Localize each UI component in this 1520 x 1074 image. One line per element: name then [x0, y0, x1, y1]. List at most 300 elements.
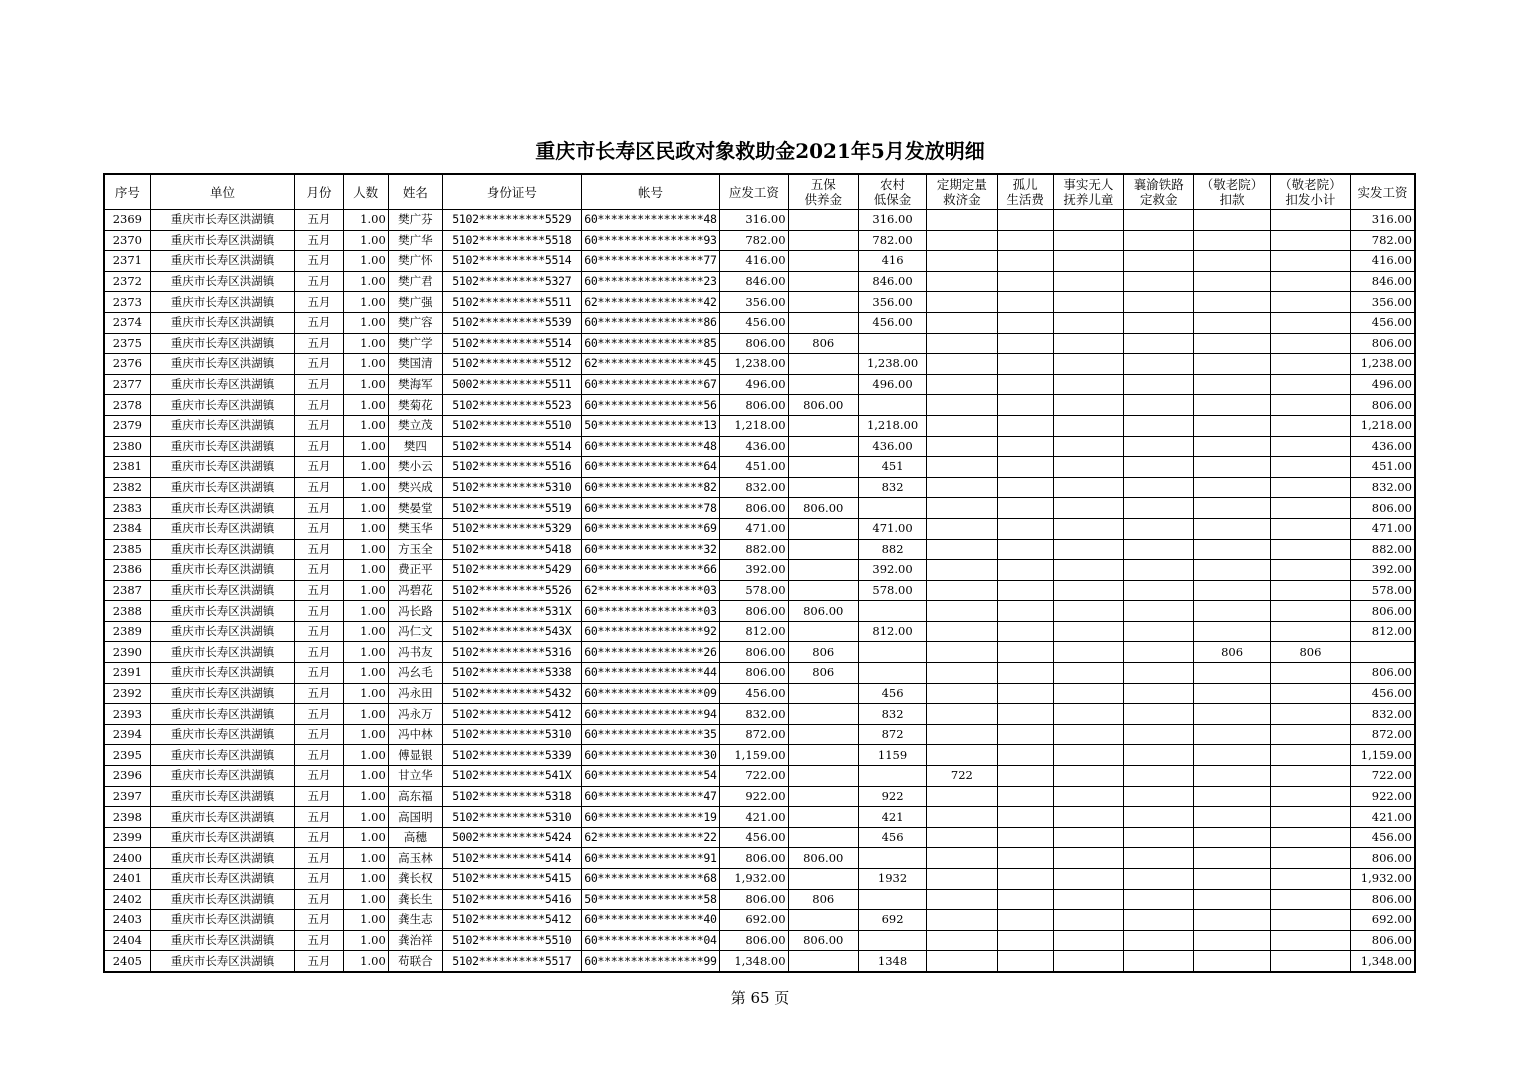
- table-cell: 722: [927, 766, 997, 787]
- table-cell: [1270, 704, 1350, 725]
- table-cell: [788, 786, 858, 807]
- table-cell: [788, 683, 858, 704]
- table-cell: 50****************13: [581, 415, 720, 436]
- table-cell: [997, 580, 1053, 601]
- table-cell: [858, 333, 926, 354]
- table-cell: 60****************48: [581, 210, 720, 231]
- table-cell: 傅显银: [388, 745, 442, 766]
- table-cell: 五月: [295, 477, 343, 498]
- table-cell: [788, 271, 858, 292]
- table-cell: 496.00: [858, 374, 926, 395]
- table-cell: [1124, 869, 1194, 890]
- table-cell: 2370: [104, 230, 150, 251]
- table-cell: 冯永田: [388, 683, 442, 704]
- table-cell: [1053, 704, 1123, 725]
- table-cell: 60****************94: [581, 704, 720, 725]
- table-cell: [927, 374, 997, 395]
- table-cell: [1124, 477, 1194, 498]
- table-cell: [927, 477, 997, 498]
- table-row: [104, 930, 1415, 951]
- table-cell: [1124, 498, 1194, 519]
- table-cell: 806.00: [1351, 395, 1415, 416]
- table-cell: [927, 827, 997, 848]
- table-cell: [1053, 601, 1123, 622]
- table-cell: 5102**********5329: [443, 518, 582, 539]
- table-row: [104, 560, 1415, 581]
- table-cell: 五月: [295, 827, 343, 848]
- table-cell: 2376: [104, 354, 150, 375]
- table-cell: [927, 312, 997, 333]
- table-cell: [788, 724, 858, 745]
- table-cell: 60****************56: [581, 395, 720, 416]
- table-cell: 2380: [104, 436, 150, 457]
- table-cell: [927, 642, 997, 663]
- table-cell: [1270, 786, 1350, 807]
- table-cell: [927, 663, 997, 684]
- table-cell: [1053, 930, 1123, 951]
- table-cell: 五月: [295, 457, 343, 478]
- table-cell: 5102**********5529: [443, 210, 582, 231]
- table-cell: [1194, 415, 1270, 436]
- table-cell: 重庆市长寿区洪湖镇: [150, 848, 295, 869]
- table-row: [104, 683, 1415, 704]
- table-cell: [1053, 889, 1123, 910]
- table-cell: [997, 457, 1053, 478]
- table-cell: [1270, 560, 1350, 581]
- table-cell: 456: [858, 683, 926, 704]
- table-cell: [997, 642, 1053, 663]
- table-cell: [1053, 292, 1123, 313]
- table-cell: 五月: [295, 292, 343, 313]
- table-cell: 2392: [104, 683, 150, 704]
- table-cell: [788, 457, 858, 478]
- table-cell: 416.00: [720, 251, 788, 272]
- table-cell: 重庆市长寿区洪湖镇: [150, 230, 295, 251]
- table-cell: [1124, 827, 1194, 848]
- table-row: [104, 663, 1415, 684]
- table-cell: 60****************40: [581, 910, 720, 931]
- table-cell: [788, 477, 858, 498]
- table-cell: 1.00: [343, 745, 388, 766]
- table-cell: 重庆市长寿区洪湖镇: [150, 374, 295, 395]
- table-cell: [1053, 518, 1123, 539]
- table-cell: 356.00: [720, 292, 788, 313]
- table-cell: 5102**********5318: [443, 786, 582, 807]
- table-cell: 五月: [295, 807, 343, 828]
- table-cell: 806.00: [1351, 498, 1415, 519]
- table-cell: [1194, 827, 1270, 848]
- table-cell: 60****************77: [581, 251, 720, 272]
- table-cell: 2397: [104, 786, 150, 807]
- table-cell: 樊立茂: [388, 415, 442, 436]
- table-cell: [1053, 745, 1123, 766]
- table-cell: [997, 601, 1053, 622]
- table-cell: 2400: [104, 848, 150, 869]
- table-cell: 2393: [104, 704, 150, 725]
- table-cell: 471.00: [858, 518, 926, 539]
- table-cell: 922.00: [720, 786, 788, 807]
- table-cell: [1124, 683, 1194, 704]
- table-cell: [1124, 663, 1194, 684]
- column-header: （敬老院） 扣款: [1194, 174, 1270, 210]
- table-row: [104, 642, 1415, 663]
- table-cell: 重庆市长寿区洪湖镇: [150, 807, 295, 828]
- table-cell: [927, 539, 997, 560]
- table-cell: 樊广华: [388, 230, 442, 251]
- table-cell: 1.00: [343, 580, 388, 601]
- table-cell: 1.00: [343, 498, 388, 519]
- table-cell: [1194, 498, 1270, 519]
- table-cell: [1124, 560, 1194, 581]
- table-cell: [1194, 786, 1270, 807]
- table-cell: 2375: [104, 333, 150, 354]
- table-cell: [1053, 951, 1123, 972]
- table-cell: 五月: [295, 210, 343, 231]
- table-cell: 1.00: [343, 395, 388, 416]
- table-cell: 五月: [295, 395, 343, 416]
- table-cell: 812.00: [720, 621, 788, 642]
- table-cell: [788, 251, 858, 272]
- table-cell: 806.00: [1351, 848, 1415, 869]
- table-cell: 五月: [295, 848, 343, 869]
- table-cell: [1124, 807, 1194, 828]
- table-cell: 806.00: [1351, 930, 1415, 951]
- table-cell: [788, 951, 858, 972]
- table-cell: [1270, 910, 1350, 931]
- table-cell: 樊广学: [388, 333, 442, 354]
- column-header: 实发工资: [1351, 174, 1415, 210]
- table-cell: 重庆市长寿区洪湖镇: [150, 415, 295, 436]
- table-cell: 5102**********543X: [443, 621, 582, 642]
- table-cell: [1194, 807, 1270, 828]
- table-row: [104, 271, 1415, 292]
- table-cell: 316.00: [858, 210, 926, 231]
- table-cell: [788, 518, 858, 539]
- table-cell: [997, 869, 1053, 890]
- table-cell: 806.00: [720, 642, 788, 663]
- table-cell: 5102**********5432: [443, 683, 582, 704]
- table-cell: [997, 477, 1053, 498]
- table-cell: [1053, 869, 1123, 890]
- table-cell: [1270, 724, 1350, 745]
- table-cell: [788, 910, 858, 931]
- table-cell: [997, 766, 1053, 787]
- table-cell: 樊兴成: [388, 477, 442, 498]
- table-cell: 1.00: [343, 518, 388, 539]
- table-cell: 五月: [295, 869, 343, 890]
- table-cell: 冯书友: [388, 642, 442, 663]
- table-cell: 60****************68: [581, 869, 720, 890]
- table-cell: 五月: [295, 415, 343, 436]
- table-cell: 5102**********531X: [443, 601, 582, 622]
- table-cell: 五月: [295, 498, 343, 519]
- table-cell: 重庆市长寿区洪湖镇: [150, 436, 295, 457]
- table-cell: [788, 827, 858, 848]
- table-cell: 五月: [295, 951, 343, 972]
- table-cell: [997, 889, 1053, 910]
- table-cell: [997, 951, 1053, 972]
- table-cell: 费正平: [388, 560, 442, 581]
- table-cell: 692.00: [1351, 910, 1415, 931]
- column-header: 事实无人 抚养儿童: [1053, 174, 1123, 210]
- table-cell: 五月: [295, 663, 343, 684]
- table-cell: [1053, 580, 1123, 601]
- table-cell: 60****************03: [581, 601, 720, 622]
- column-header: 农村 低保金: [858, 174, 926, 210]
- table-cell: [1053, 663, 1123, 684]
- table-cell: 782.00: [720, 230, 788, 251]
- table-cell: 1159: [858, 745, 926, 766]
- table-row: [104, 312, 1415, 333]
- table-header: [104, 174, 1415, 210]
- table-cell: 806.00: [1351, 889, 1415, 910]
- table-cell: [1270, 395, 1350, 416]
- table-cell: 806.00: [720, 663, 788, 684]
- table-cell: 60****************19: [581, 807, 720, 828]
- table-cell: 60****************47: [581, 786, 720, 807]
- table-cell: 1.00: [343, 930, 388, 951]
- table-cell: [1194, 251, 1270, 272]
- column-header: 襄渝铁路 定救金: [1124, 174, 1194, 210]
- table-cell: 冯中林: [388, 724, 442, 745]
- table-cell: 806.00: [720, 889, 788, 910]
- table-cell: [1053, 621, 1123, 642]
- table-cell: [997, 354, 1053, 375]
- table-cell: 樊广芬: [388, 210, 442, 231]
- table-cell: 456: [858, 827, 926, 848]
- table-cell: [1270, 683, 1350, 704]
- table-cell: [788, 766, 858, 787]
- table-cell: [1270, 457, 1350, 478]
- table-cell: [1053, 271, 1123, 292]
- table-cell: 60****************99: [581, 951, 720, 972]
- table-cell: 471.00: [720, 518, 788, 539]
- table-cell: [997, 724, 1053, 745]
- table-cell: 456.00: [720, 683, 788, 704]
- table-cell: 五月: [295, 312, 343, 333]
- table-cell: [1194, 333, 1270, 354]
- table-row: [104, 745, 1415, 766]
- table-cell: [927, 580, 997, 601]
- table-cell: 356.00: [1351, 292, 1415, 313]
- table-cell: 806: [788, 333, 858, 354]
- table-cell: [1124, 539, 1194, 560]
- table-cell: 重庆市长寿区洪湖镇: [150, 869, 295, 890]
- table-cell: 2402: [104, 889, 150, 910]
- table-cell: 722.00: [720, 766, 788, 787]
- table-cell: [1124, 230, 1194, 251]
- table-cell: [927, 518, 997, 539]
- table-cell: [997, 498, 1053, 519]
- table-cell: [927, 951, 997, 972]
- table-cell: 1,218.00: [720, 415, 788, 436]
- table-cell: 五月: [295, 354, 343, 375]
- table-cell: [1053, 539, 1123, 560]
- table-cell: 樊广强: [388, 292, 442, 313]
- column-header: 序号: [104, 174, 150, 210]
- table-body: [104, 210, 1415, 972]
- table-row: [104, 786, 1415, 807]
- table-cell: 五月: [295, 539, 343, 560]
- table-cell: 五月: [295, 333, 343, 354]
- table-cell: 1.00: [343, 251, 388, 272]
- table-cell: 806.00: [1351, 601, 1415, 622]
- table-cell: 重庆市长寿区洪湖镇: [150, 704, 295, 725]
- table-cell: 5102**********5511: [443, 292, 582, 313]
- table-cell: 60****************67: [581, 374, 720, 395]
- table-cell: 2401: [104, 869, 150, 890]
- table-cell: 5102**********5518: [443, 230, 582, 251]
- table-cell: [1124, 292, 1194, 313]
- table-cell: 2374: [104, 312, 150, 333]
- table-cell: 2391: [104, 663, 150, 684]
- table-cell: 806: [1270, 642, 1350, 663]
- table-cell: [1194, 271, 1270, 292]
- table-cell: 2387: [104, 580, 150, 601]
- table-cell: 高玉林: [388, 848, 442, 869]
- table-cell: [1124, 210, 1194, 231]
- table-cell: [927, 457, 997, 478]
- table-cell: 1,218.00: [858, 415, 926, 436]
- table-cell: 5102**********5539: [443, 312, 582, 333]
- table-cell: 1.00: [343, 230, 388, 251]
- table-cell: 2382: [104, 477, 150, 498]
- table-cell: 5102**********5429: [443, 560, 582, 581]
- table-cell: 重庆市长寿区洪湖镇: [150, 745, 295, 766]
- table-cell: [1270, 827, 1350, 848]
- table-cell: 5102**********5415: [443, 869, 582, 890]
- table-cell: [788, 374, 858, 395]
- table-cell: 5102**********5310: [443, 807, 582, 828]
- table-cell: [997, 560, 1053, 581]
- table-cell: 60****************85: [581, 333, 720, 354]
- table-cell: 1.00: [343, 951, 388, 972]
- table-cell: 5102**********5310: [443, 477, 582, 498]
- table-cell: [997, 930, 1053, 951]
- table-cell: [1194, 930, 1270, 951]
- table-cell: [1124, 704, 1194, 725]
- table-cell: 922.00: [1351, 786, 1415, 807]
- table-cell: [1053, 230, 1123, 251]
- table-cell: [858, 498, 926, 519]
- table-cell: [1053, 827, 1123, 848]
- table-cell: [1053, 766, 1123, 787]
- table-cell: 1.00: [343, 827, 388, 848]
- table-cell: 重庆市长寿区洪湖镇: [150, 601, 295, 622]
- table-cell: 重庆市长寿区洪湖镇: [150, 724, 295, 745]
- table-cell: [1053, 498, 1123, 519]
- table-cell: [1124, 786, 1194, 807]
- table-cell: [1124, 436, 1194, 457]
- table-cell: [1270, 951, 1350, 972]
- table-cell: [997, 415, 1053, 436]
- table-cell: 846.00: [858, 271, 926, 292]
- table-cell: 樊四: [388, 436, 442, 457]
- table-cell: 2377: [104, 374, 150, 395]
- table-cell: 451: [858, 457, 926, 478]
- table-row: [104, 457, 1415, 478]
- table-cell: [1270, 869, 1350, 890]
- table-cell: [1124, 889, 1194, 910]
- table-cell: 1.00: [343, 869, 388, 890]
- table-cell: 重庆市长寿区洪湖镇: [150, 292, 295, 313]
- table-cell: 436.00: [1351, 436, 1415, 457]
- table-cell: [1270, 663, 1350, 684]
- table-cell: 五月: [295, 889, 343, 910]
- table-cell: 2386: [104, 560, 150, 581]
- table-cell: [927, 704, 997, 725]
- table-cell: 806.00: [720, 395, 788, 416]
- column-header: 五保 供养金: [788, 174, 858, 210]
- table-cell: 重庆市长寿区洪湖镇: [150, 333, 295, 354]
- table-cell: 2390: [104, 642, 150, 663]
- table-cell: [1270, 271, 1350, 292]
- table-cell: [927, 415, 997, 436]
- table-cell: 1932: [858, 869, 926, 890]
- table-cell: 451.00: [1351, 457, 1415, 478]
- table-cell: [1124, 848, 1194, 869]
- table-cell: 2379: [104, 415, 150, 436]
- table-cell: 60****************35: [581, 724, 720, 745]
- table-cell: 五月: [295, 436, 343, 457]
- table-cell: 五月: [295, 683, 343, 704]
- table-cell: 812.00: [1351, 621, 1415, 642]
- table-cell: 578.00: [858, 580, 926, 601]
- table-cell: 416: [858, 251, 926, 272]
- table-cell: [997, 518, 1053, 539]
- table-cell: [1053, 457, 1123, 478]
- table-cell: 五月: [295, 580, 343, 601]
- table-cell: 60****************82: [581, 477, 720, 498]
- table-cell: 60****************93: [581, 230, 720, 251]
- table-cell: 高穗: [388, 827, 442, 848]
- table-cell: 2403: [104, 910, 150, 931]
- table-cell: 重庆市长寿区洪湖镇: [150, 560, 295, 581]
- table-row: [104, 889, 1415, 910]
- table-cell: 高东福: [388, 786, 442, 807]
- table-row: [104, 827, 1415, 848]
- table-cell: [1270, 292, 1350, 313]
- table-cell: 五月: [295, 704, 343, 725]
- table-cell: [1270, 498, 1350, 519]
- table-cell: [1124, 766, 1194, 787]
- table-cell: [1053, 395, 1123, 416]
- table-cell: [1270, 415, 1350, 436]
- column-header: 单位: [150, 174, 295, 210]
- table-cell: 356.00: [858, 292, 926, 313]
- table-cell: [1124, 580, 1194, 601]
- table-cell: 692.00: [720, 910, 788, 931]
- table-cell: [788, 580, 858, 601]
- table-row: [104, 621, 1415, 642]
- table-cell: [1124, 951, 1194, 972]
- table-cell: 1.00: [343, 848, 388, 869]
- table-cell: [1194, 518, 1270, 539]
- table-cell: [927, 230, 997, 251]
- table-cell: [788, 312, 858, 333]
- table-cell: [1124, 374, 1194, 395]
- table-cell: 重庆市长寿区洪湖镇: [150, 210, 295, 231]
- table-cell: 872.00: [1351, 724, 1415, 745]
- table-cell: 5102**********5412: [443, 704, 582, 725]
- table-cell: [1053, 374, 1123, 395]
- table-cell: 5102**********5526: [443, 580, 582, 601]
- table-cell: [1124, 457, 1194, 478]
- table-cell: 甘立华: [388, 766, 442, 787]
- table-cell: 846.00: [720, 271, 788, 292]
- table-cell: 806.00: [1351, 333, 1415, 354]
- page-title: 重庆市长寿区民政对象救助金2021年5月发放明细: [535, 139, 985, 163]
